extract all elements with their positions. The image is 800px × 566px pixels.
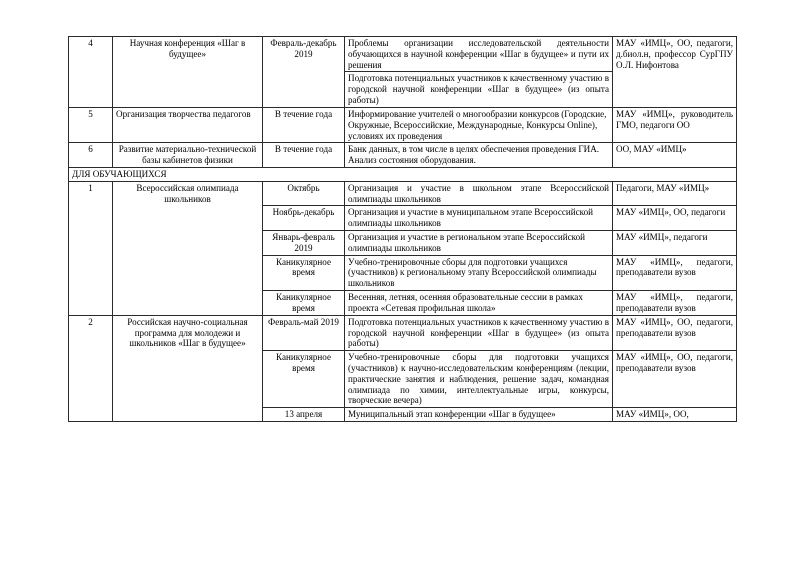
- activity-date-cell: В течение года: [263, 143, 345, 168]
- activity-name-cell: Российская научно-социальная программа для молодежи и школьников «Шаг в будущее»: [113, 315, 263, 421]
- activity-content-cell: Весенняя, летняя, осенняя образовательные сессии в рамках проекта «Сетевая профильная школа»: [345, 291, 613, 316]
- activity-date-cell: Каникулярное время: [263, 351, 345, 408]
- table-body: [69, 37, 737, 422]
- activity-date-cell: В течение года: [263, 107, 345, 142]
- row-number-cell: 1: [69, 181, 113, 315]
- activity-date-cell: Январь-февраль 2019: [263, 231, 345, 256]
- activity-responsible-cell: МАУ «ИМЦ», педагоги, преподаватели вузов: [613, 291, 737, 316]
- activity-name-cell: Научная конференция «Шаг в будущее»: [113, 37, 263, 108]
- activity-content-cell: Учебно-тренировочные сборы для подготовки учащихся (участников) к научно-исследовательским конференциям (лекции, практические занятия и наблюдения, решение задач, командная олимпиада по химии, интеллектуальные игры, конкурсы, творческие вечера): [345, 351, 613, 408]
- activity-content-cell: Учебно-тренировочные сборы для подготовки учащихся (участников) к региональному этапу Всероссийской олимпиады школьников: [345, 255, 613, 290]
- row-number-cell: 6: [69, 143, 113, 168]
- row-number-cell: 5: [69, 107, 113, 142]
- activity-date-cell: Февраль-май 2019: [263, 315, 345, 350]
- activity-content-cell: Организация и участие в муниципальном этапе Всероссийской олимпиады школьников: [345, 206, 613, 231]
- activity-name-cell: Всероссийская олимпиада школьников: [113, 181, 263, 315]
- activity-responsible-cell: МАУ «ИМЦ», ОО, педагоги: [613, 206, 737, 231]
- activity-responsible-cell: ОО, МАУ «ИМЦ»: [613, 143, 737, 168]
- table-row: [69, 107, 737, 142]
- activity-responsible-cell: МАУ «ИМЦ», педагоги, преподаватели вузов: [613, 255, 737, 290]
- activity-content-cell: Информирование учителей о многообразии конкурсов (Городские, Окружные, Всероссийские, Международные, Конкурсы Online), условиях их проведения: [345, 107, 613, 142]
- activity-responsible-cell: МАУ «ИМЦ», педагоги: [613, 231, 737, 256]
- activity-content-cell: Проблемы организации исследовательской деятельности обучающихся в научной конференции «Шаг в будущее» и пути их решения: [345, 37, 613, 72]
- activity-date-cell: Каникулярное время: [263, 291, 345, 316]
- table-row: [69, 315, 737, 350]
- activity-responsible-cell: МАУ «ИМЦ», ОО, педагоги, преподаватели вузов: [613, 351, 737, 408]
- activity-responsible-cell: МАУ «ИМЦ», руководитель ГМО, педагоги ОО: [613, 107, 737, 142]
- activity-responsible-cell: МАУ «ИМЦ», ОО, педагоги, д.биол.н, профессор СурГПУ О.Л. Нифонтова: [613, 37, 737, 108]
- activity-date-cell: 13 апреля: [263, 408, 345, 422]
- activity-date-cell: Ноябрь-декабрь: [263, 206, 345, 231]
- plan-table: [68, 36, 737, 422]
- activity-name-cell: Развитие материально-технической базы кабинетов физики: [113, 143, 263, 168]
- activity-date-cell: Каникулярное время: [263, 255, 345, 290]
- activity-content-cell: Муниципальный этап конференции «Шаг в будущее»: [345, 408, 613, 422]
- activity-content-cell: Организация и участие в школьном этапе Всероссийской олимпиады школьников: [345, 181, 613, 206]
- activity-content-cell: Банк данных, в том числе в целях обеспечения проведения ГИА. Анализ состояния оборудования.: [345, 143, 613, 168]
- row-number-cell: 2: [69, 315, 113, 421]
- activity-content-cell: Подготовка потенциальных участников к качественному участию в городской научной конференции «Шаг в будущее» (из опыта работы): [345, 315, 613, 350]
- table-row: [69, 143, 737, 168]
- activity-responsible-cell: МАУ «ИМЦ», ОО,: [613, 408, 737, 422]
- activity-date-cell: Октябрь: [263, 181, 345, 206]
- row-number-cell: 4: [69, 37, 113, 108]
- table-row: [69, 37, 737, 72]
- activity-date-cell: Февраль-декабрь 2019: [263, 37, 345, 108]
- table-row: [69, 181, 737, 206]
- activity-responsible-cell: Педагоги, МАУ «ИМЦ»: [613, 181, 737, 206]
- activity-content-cell: Подготовка потенциальных участников к качественному участию в городской научной конференции «Шаг в будущее» (из опыта работы): [345, 72, 613, 107]
- activity-content-cell: Организация и участие в региональном этапе Всероссийской олимпиады школьников: [345, 231, 613, 256]
- section-header-row: [69, 167, 737, 181]
- activity-name-cell: Организация творчества педагогов: [113, 107, 263, 142]
- section-header-cell: ДЛЯ ОБУЧАЮЩИХСЯ: [69, 167, 737, 181]
- activity-responsible-cell: МАУ «ИМЦ», ОО, педагоги, преподаватели вузов: [613, 315, 737, 350]
